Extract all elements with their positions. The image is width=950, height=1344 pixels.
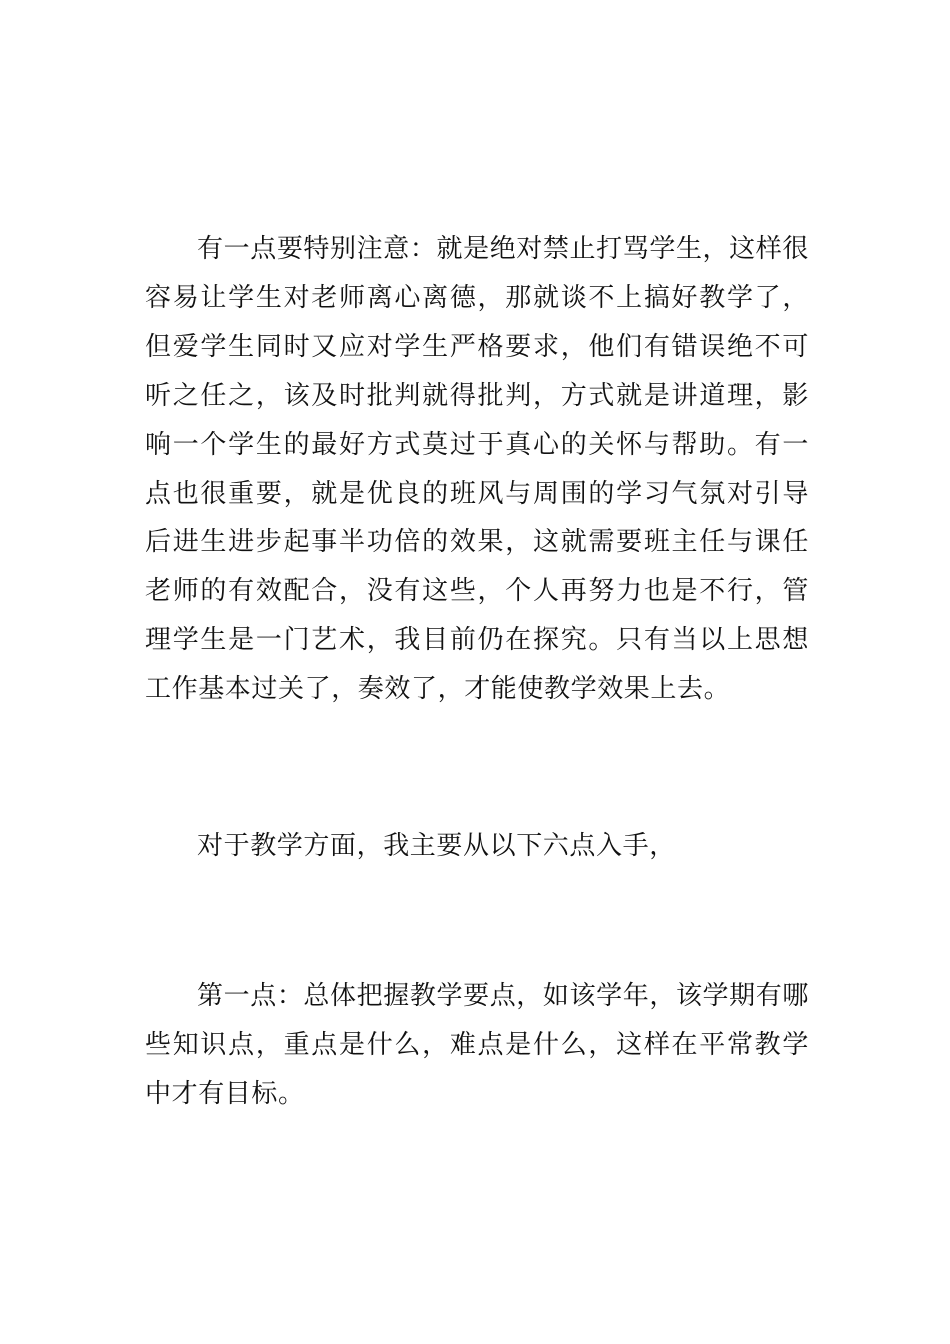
paragraph-teaching-intro: 对于教学方面，我主要从以下六点入手，	[197, 831, 676, 861]
paragraph-discipline: 有一点要特别注意：就是绝对禁止打骂学生，这样很容易让学生对老师离心离德，那就谈不上搞好教学了，但爱学生同时又应对学生严格要求，他们有错误绝不可听之任之，该及时批判就得批判，方式就是讲道理，影响一个学生的最好方式莫过于真心的关怀与帮助。有一点也很重要，就是优良的班风与周围的学习气氛对引导后进生进步起事半功倍的效果，这就需要班主任与课任老师的有效配合，没有这些，个人再努力也是不行，管理学生是一门艺术，我目前仍在探究。只有当以上思想工作基本过关了，奏效了，才能使教学效果上去。	[145, 234, 809, 705]
paragraph-point-one: 第一点：总体把握教学要点，如该学年，该学期有哪些知识点，重点是什么，难点是什么，这样在平常教学中才有目标。	[145, 981, 809, 1109]
